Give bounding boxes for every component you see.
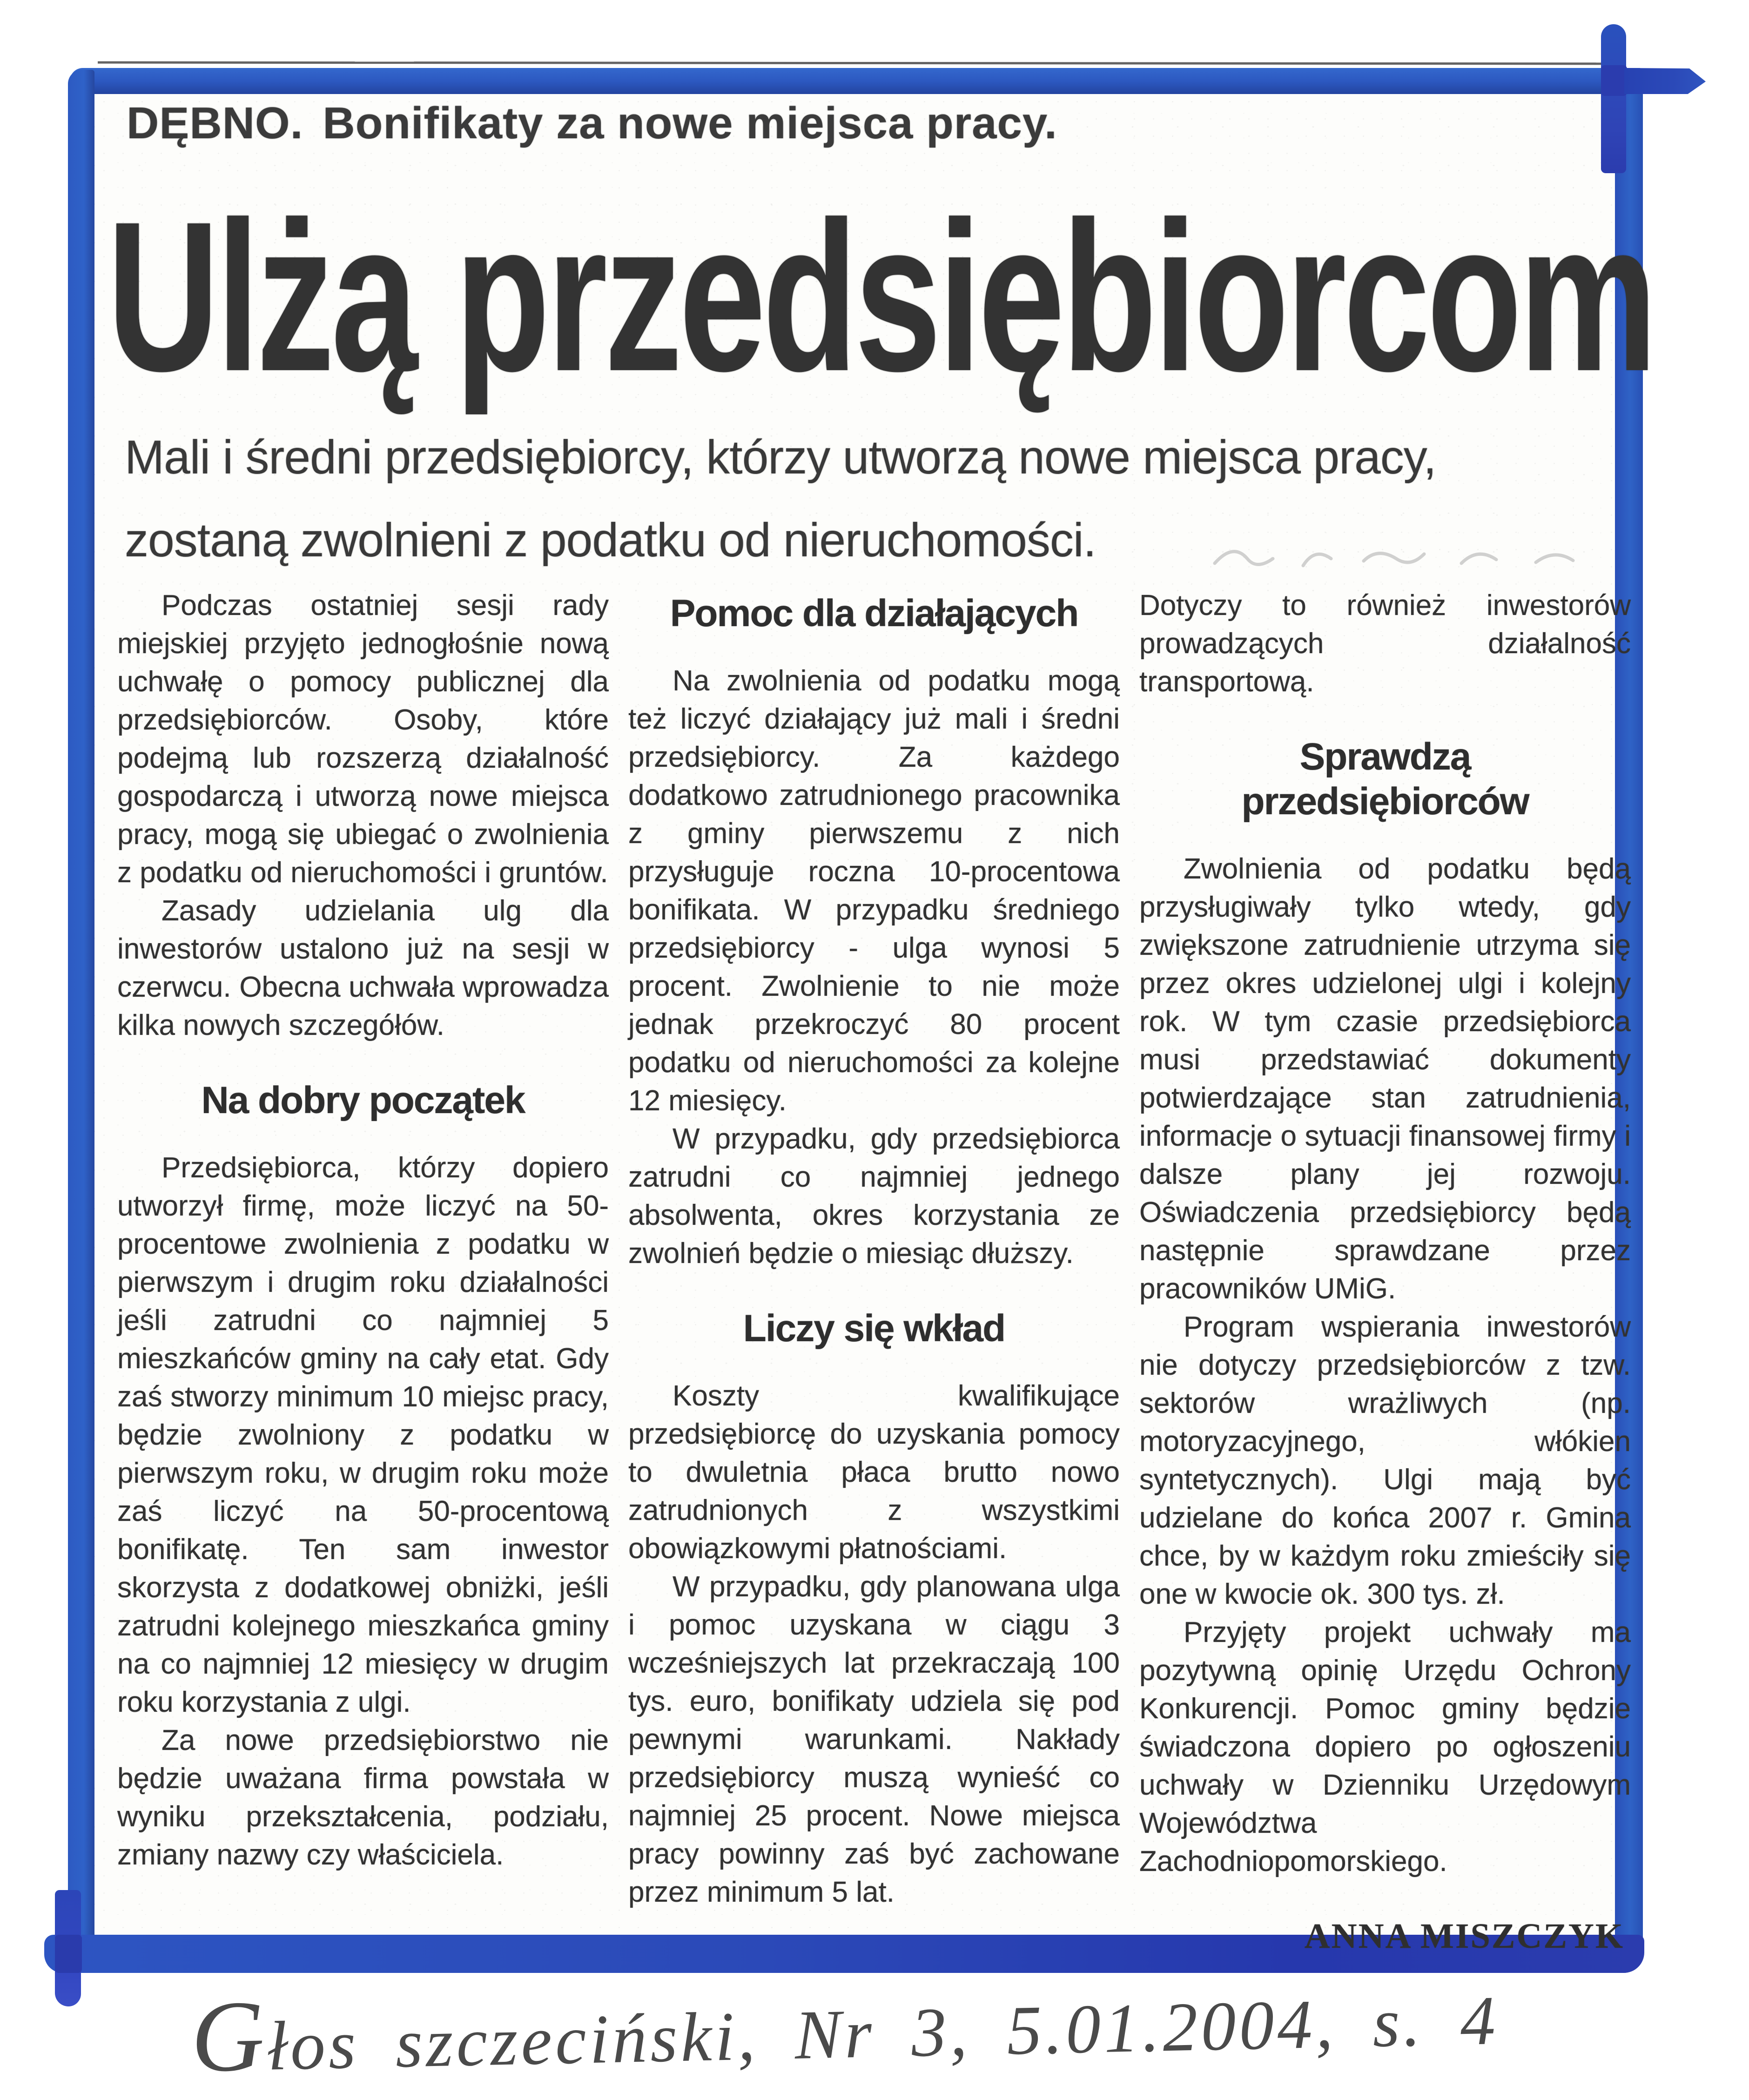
section-heading-pomoc-dla-dzialajacych: Pomoc dla działających: [670, 592, 1078, 635]
section-heading-line-1: Sprawdzą: [1299, 736, 1471, 778]
headline-text: Ulżą przedsiębiorcom: [107, 177, 1655, 416]
lede-line-1: Mali i średni przedsiębiorcy, którzy utworzą nowe miejsca pracy,: [125, 431, 1436, 484]
marker-cross-patch-top-right: [1601, 65, 1627, 96]
marker-cross-patch-bottom-left: [55, 1935, 82, 1973]
column-1: [117, 587, 609, 1955]
headline: [107, 177, 1749, 416]
paragraph: Na zwolnienia od podatku mogą też liczyć działający już mali i średni przedsiębiorcy. Za każdego dodatkowo zatrudnionego pracownika z gminy pierwszemu z nich przysługuje roczna 10-procentowa bonifikata. W przypadku średniego przedsiębiorcy - ulga wynosi 5 procent. Zwolnienie to nie może jednak przekroczyć 80 procent podatku od nieruchomości za kolejne 12 miesięcy.: [628, 665, 1120, 1117]
marker-tip-top-right: [1624, 68, 1706, 94]
section-heading-line-2: przedsiębiorców: [1241, 780, 1529, 823]
kicker-text: Bonifikaty za nowe miejsca pracy.: [323, 98, 1057, 148]
paragraph: Za nowe przedsiębiorstwo nie będzie uważana firma powstała w wyniku przekształcenia, podziału, zmiany nazwy czy właściciela.: [117, 1724, 609, 1871]
scan-edge-line: [98, 61, 1610, 65]
section-heading-na-dobry-poczatek: Na dobry początek: [201, 1079, 525, 1121]
lede-line-2: zostaną zwolnieni z podatku od nieruchomości.: [125, 513, 1096, 567]
pencil-scribble: [1210, 521, 1620, 591]
paragraph: Przyjęty projekt uchwały ma pozytywną opinię Urzędu Ochrony Konkurencji. Pomoc gminy będzie świadczona dopiero po ogłoszeniu uchwały w Dzienniku Urzędowym Województwa Zachodniopomorskiego.: [1139, 1616, 1631, 1877]
paragraph: W przypadku, gdy planowana ulga i pomoc uzyskana w ciągu 3 wcześniejszych lat przekraczają 100 tys. euro, bonifikaty udziela się pod pewnymi warunkami. Nakłady przedsiębiorcy muszą wynieść co najmniej 25 procent. Nowe miejsca pracy powinny zaś być zachowane przez minimum 5 lat.: [628, 1571, 1120, 1908]
marker-border-left: [68, 70, 94, 1972]
column-2: [628, 587, 1120, 1955]
paragraph: Przedsiębiorca, którzy dopiero utworzył firmę, może liczyć na 50-procentowe zwolnienia z podatku w pierwszym i drugim roku działalności jeśli zatrudni co najmniej 5 mieszkańców gminy na cały etat. Gdy zaś stworzy minimum 10 miejsc pracy, będzie zwolniony z podatku w pierwszym roku, w drugim roku może zaś liczyć na 50-procentową bonifikatę. Ten sam inwestor skorzysta z dodatkowej obniżki, jeśli zatrudni kolejnego mieszkańca gminy na co najmniej 12 miesięcy w drugim roku korzystania z ulgi.: [117, 1152, 609, 1718]
paragraph: Zasady udzielania ulg dla inwestorów ustalono już na sesji w czerwcu. Obecna uchwała wprowadza kilka nowych szczegółów.: [117, 895, 609, 1041]
paragraph: W przypadku, gdy przedsiębiorca zatrudni co najmniej jednego absolwenta, okres korzystania ze zwolnień będzie o miesiąc dłuższy.: [628, 1123, 1120, 1269]
paragraph: Podczas ostatniej sesji rady miejskiej przyjęto jednogłośnie nową uchwałę o pomocy publicznej dla przedsiębiorców. Osoby, które podejmą lub rozszerzą działalność gospodarczą i utworzą nowe miejsca pracy, mogą się ubiegać o zwolnienia z podatku od nieruchomości i gruntów.: [117, 589, 609, 889]
byline: ANNA MISZCZYK: [1304, 1917, 1624, 1956]
paragraph: Zwolnienia od podatku będą przysługiwały tylko wtedy, gdy zwiększone zatrudnienie utrzyma się przez okres udzielonej ulgi i kolejny rok. W tym czasie przedsiębiorca musi przedstawiać dokumenty potwierdzające stan zatrudnienia, informacje o sytuacji finansowej firmy i dalsze plany jej rozwoju. Oświadczenia przedsiębiorcy będą następnie sprawdzane przez pracowników UMiG.: [1139, 853, 1631, 1305]
paragraph: Dotyczy to również inwestorów prowadzących działalność transportową.: [1139, 589, 1631, 698]
paragraph: Koszty kwalifikujące przedsiębiorcę do uzyskania pomocy to dwuletnia płaca brutto nowo zatrudnionych z wszystkimi obowiązkowymi płatnościami.: [628, 1380, 1120, 1565]
section-heading-liczy-sie-wklad: Liczy się wkład: [743, 1307, 1005, 1350]
handwritten-citation: Głos szczeciński, Nr 3, 5.01.2004, s. 4: [190, 1979, 1500, 2093]
marker-border-top: [70, 68, 1643, 94]
paragraph: Program wspierania inwestorów nie dotyczy przedsiębiorców z tzw. sektorów wrażliwych (np. motoryzacyjnego, włókien syntetycznych). Ulgi mają być udzielane do końca 2007 r. Gmina chce, by w każdym roku zmieściły się one w kwocie ok. 300 tys. zł.: [1139, 1311, 1631, 1610]
column-3: [1139, 587, 1631, 1955]
kicker-location: DĘBNO.: [127, 98, 303, 148]
marker-overshoot-top-right: [1601, 24, 1626, 173]
section-heading-sprawdza-przedsiebiorcow: [1139, 735, 1631, 824]
article-columns: [117, 587, 1631, 1955]
kicker: [127, 98, 1057, 149]
